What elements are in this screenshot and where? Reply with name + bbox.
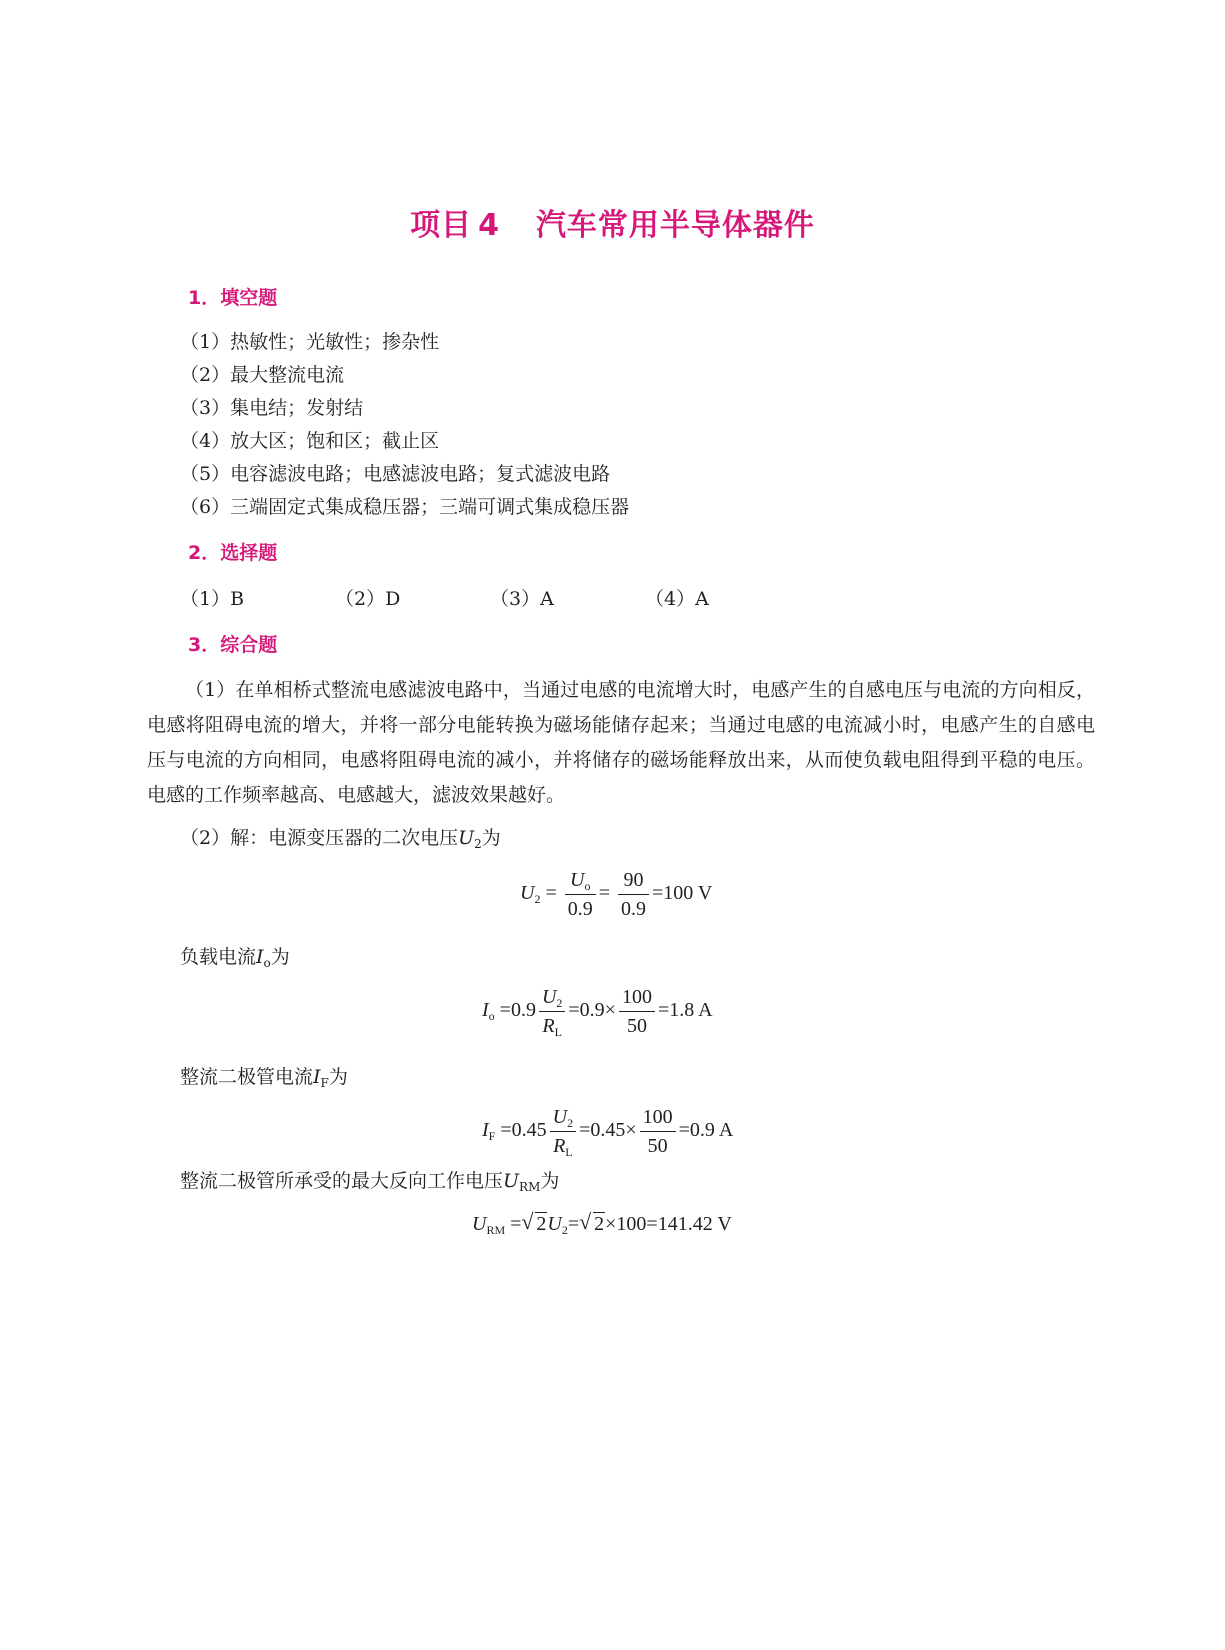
fraction [619, 985, 655, 1038]
equation-if [482, 1105, 733, 1158]
label-end: 为 [328, 1066, 348, 1088]
frac-den-sub: L [554, 1025, 562, 1039]
eq-result: =100 V [652, 882, 713, 905]
eq-sign: = [567, 1213, 580, 1235]
diode-current-label [180, 1062, 348, 1089]
eq-var: U [520, 882, 535, 905]
sqrt: √ 2 [579, 1209, 605, 1235]
eq-mid: =0.45× [579, 1119, 637, 1142]
eq-mid: =0.9× [568, 999, 616, 1022]
section-heading-choice: 2．选择题 [188, 542, 278, 564]
variable-u: U [503, 1170, 520, 1192]
answer-2-intro-text: （2）解：电源变压器的二次电压 [180, 827, 459, 849]
fill-item: （3）集电结；发射结 [180, 397, 364, 419]
label-end: 为 [270, 946, 290, 968]
frac-num: U [570, 869, 585, 891]
fill-item: （4）放大区；饱和区；截止区 [180, 430, 440, 452]
eq-var: U [547, 1213, 562, 1235]
frac-num-sub: o [584, 879, 591, 893]
subscript: o [263, 956, 271, 970]
sqrt: √ 2 [521, 1209, 547, 1235]
frac-den-sub: L [565, 1145, 573, 1159]
subscript: RM [519, 1180, 541, 1194]
fill-item: （1）热敏性；光敏性；掺杂性 [180, 331, 440, 353]
sqrt-arg: 2 [594, 1213, 605, 1235]
eq-sub: RM [486, 1223, 506, 1237]
frac-num: 100 [619, 985, 655, 1012]
frac-den: 50 [647, 1135, 668, 1157]
answer-2-intro [180, 823, 501, 850]
eq-var: I [482, 1119, 489, 1142]
frac-den: 50 [626, 1015, 647, 1037]
frac-num: U [552, 1106, 568, 1128]
frac-den: 0.9 [567, 898, 593, 920]
choice-item: （1）B [180, 588, 245, 610]
eq-sub: o [488, 1009, 495, 1024]
intro-end: 为 [481, 827, 501, 849]
choice-item: （3）A [490, 588, 554, 610]
urm-label [180, 1166, 559, 1193]
variable-u: U [458, 827, 475, 849]
equation-urm [472, 1209, 732, 1237]
eq-sign: = [510, 1213, 522, 1235]
label-text: 整流二极管电流 [180, 1066, 314, 1088]
eq-var: U [472, 1213, 487, 1235]
frac-num: 100 [640, 1105, 676, 1132]
choice-item: （2）D [335, 588, 401, 610]
fraction [640, 1105, 676, 1158]
sqrt-arg: 2 [536, 1213, 547, 1235]
eq-coef: =0.45 [500, 1119, 547, 1142]
variable-i: I [256, 946, 264, 968]
fraction [550, 1105, 576, 1158]
fraction [618, 868, 649, 921]
eq-coef: =0.9 [499, 999, 536, 1022]
fill-item: （5）电容滤波电路；电感滤波电路；复式滤波电路 [180, 463, 611, 485]
frac-den: 0.9 [621, 898, 647, 920]
label-end: 为 [540, 1170, 560, 1192]
eq-var: I [482, 999, 489, 1022]
eq-sub: F [488, 1129, 496, 1144]
eq-result: =1.8 A [657, 999, 713, 1022]
fill-item: （2）最大整流电流 [180, 364, 345, 386]
title-number: 4 [478, 208, 500, 243]
title-name: 汽车常用半导体器件 [535, 208, 815, 243]
label-text: 整流二极管所承受的最大反向工作电压 [180, 1170, 504, 1192]
eq-result: =0.9 A [678, 1119, 734, 1142]
section-heading-comprehensive: 3．综合题 [188, 634, 278, 656]
subscript: 2 [474, 837, 482, 851]
section-heading-fill: 1．填空题 [188, 287, 278, 309]
eq-sub: 2 [534, 892, 541, 907]
label-text: 负载电流 [180, 946, 257, 968]
answer-paragraph-1: （1）在单相桥式整流电感滤波电路中，当通过电感的电流增大时，电感产生的自感电压与电流的方向相反，电感将阻碍电流的增大，并将一部分电能转换为磁场能储存起来；当通过电感的电流减小时，电感产生的自感电压与电流的方向相同，电感将阻碍电流的减小，并将储存的磁场能释放出来，从而使负载电阻得到平稳的电压。电感的工作频率越高、电感越大，滤波效果越好。 [147, 679, 1095, 806]
fraction [565, 868, 596, 921]
frac-den: R [542, 1015, 555, 1037]
variable-i: I [313, 1066, 321, 1088]
frac-num: U [541, 986, 557, 1008]
frac-num: 90 [618, 868, 649, 895]
page-title [0, 200, 1225, 244]
eq-sub: 2 [561, 1223, 568, 1237]
subscript: F [320, 1076, 329, 1090]
fill-item: （6）三端固定式集成稳压器；三端可调式集成稳压器 [180, 496, 630, 518]
equation-u2: $U_2$ = $\frac{U_o}{0.9}$ = $\frac{90}{0.9}$ =100 V [520, 869, 713, 920]
equation-io [482, 985, 713, 1038]
eq-result: ×100=141.42 V [605, 1213, 732, 1235]
choice-item: （4）A [645, 588, 709, 610]
title-project: 项目 [410, 208, 473, 243]
frac-num-sub: 2 [556, 996, 563, 1010]
fraction [539, 985, 565, 1038]
frac-den: R [553, 1135, 566, 1157]
frac-num-sub: 2 [567, 1116, 574, 1130]
load-current-label [180, 942, 290, 969]
